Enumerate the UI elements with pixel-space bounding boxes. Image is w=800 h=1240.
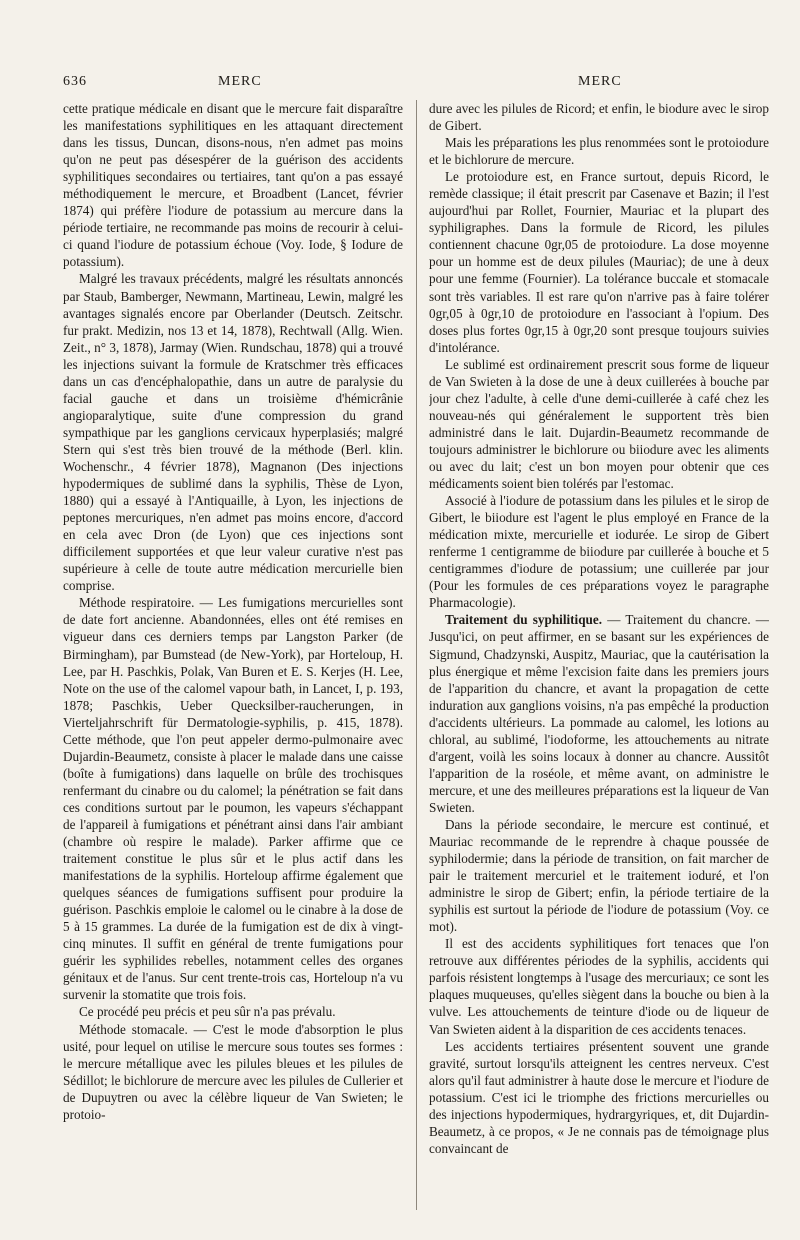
right-column <box>429 100 769 1220</box>
paragraph: Il est des accidents syphilitiques fort tenaces que l'on retrouve aux différentes périodes de la syphilis, accidents qui parfois résistent longtemps à l'usage des mercuriaux; ce sont les plaques muqueuses, qu'elles siègent dans la bouche ou bien à la vulve. Les attouchements de teinture d'iode ou de liqueur de Van Swieten aident à la disparition de ces accidents tenaces. <box>429 936 769 1037</box>
header-left-title: MERC <box>218 74 262 89</box>
paragraph: dure avec les pilules de Ricord; et enfin, le biodure avec le sirop de Gibert. <box>429 101 769 134</box>
left-column <box>63 100 403 1220</box>
paragraph: Malgré les travaux précédents, malgré les résultats annoncés par Staub, Bamberger, Newmann, Martineau, Lewin, malgré les avantages signalés encore par Oberlander (Deutsch. Zeitschr. fur prakt. Medizin, nos 13 et 14, 1878), Rechtwall (Allg. Wien. Zeit., n° 3, 1878), Jarmay (Wien. Rundschau, 1878) qui a trouvé les injections suivant la formule de Kratschmer très efficaces dans un cas d'encéphalopathie, dans un autre de paralysie du facial gauche et dans un troisième d'hémicrânie angioparalytique, suite d'une compression du grand sympathique par les ganglions cervicaux hyperplasiés; malgré Stern qui s'est très bien trouvé de la méthode (Berl. klin. Wochenschr., 4 février 1878), Magnanon (Des injections hypodermiques de sublimé dans la syphilis, Thèse de Lyon, 1880) qui a essayé à l'Antiquaille, à Lyon, les injections de peptones mercuriques, n'en admet pas moins encore, d'accord en cela avec Dron (de Lyon) que ces injections sont difficilement supportées et que leur valeur curative n'est pas supérieure à celle de toute autre médication mercurielle bien comprise. <box>63 271 403 594</box>
paragraph: Le sublimé est ordinairement prescrit sous forme de liqueur de Van Swieten à la dose de une à deux cuillerées à bouche par jour chez l'adulte, à celle d'une demi-cuillerée à café chez les nouveau-nés qui généralement le supportent très bien administré dans le lait. Dujardin-Beaumetz recommande de toujours administrer le bichlorure ou biiodure avec les aliments ou avec du lait; c'est un bon moyen pour obtenir que ces médicaments soient bien tolérés par l'estomac. <box>429 356 769 492</box>
paragraph: cette pratique médicale en disant que le mercure fait disparaître les manifestations syphilitiques en les attaquant directement dans les tissus, Duncan, disons-nous, n'en admet pas moins qu'on ne peut pas désespérer de la guérison des accidents syphilitiques secondaires ou tertiaires, tant qu'on a pas essayé méthodiquement le mercure, et Broadbent (Lancet, février 1874) qui préfère l'iodure de potassium au mercure dans la période tertiaire, ne recommande pas moins de recourir à celui-ci quand l'iodure de potassium échoue (Voy. Iode, § Iodure de potassium). <box>63 101 403 270</box>
paragraph: Dans la période secondaire, le mercure est continué, et Mauriac recommande de le reprendre à chaque poussée de syphilodermie; dans la période de transition, on fait marcher de pair le traitement mercuriel et le traitement ioduré, et l'on administre le sirop de Gibert; enfin, la période tertiaire de la syphilis est surtout la période de l'iodure de potassium (Voy. ce mot). <box>429 816 769 935</box>
running-header <box>0 74 800 98</box>
paragraph: Le protoiodure est, en France surtout, depuis Ricord, le remède classique; il était prescrit par Casenave et Bazin; il l'est aujourd'hui par Rollet, Fournier, Mauriac et la plupart des syphiligraphes. Dans la formule de Ricord, les pilules contiennent chacune 0gr,05 de protoiodure. La dose moyenne pour un homme est de deux pilules (Mauriac); de une à deux pour une femme (Fournier). La tolérance buccale et stomacale sont très variables. Il est rare qu'on n'arrive pas à faire tolérer 0gr,05 à 0gr,10 de protoiodure en l'associant à l'opium. Des doses plus fortes 0gr,15 à 0gr,20 sont presque toujours suivies d'intolérance. <box>429 169 769 355</box>
text-columns <box>63 100 777 1220</box>
paragraph: Ce procédé peu précis et peu sûr n'a pas prévalu. <box>79 1004 336 1020</box>
paragraph: Les accidents tertiaires présentent souvent une grande gravité, surtout lorsqu'ils atteignent les centres nerveux. C'est alors qu'il faut administrer à haute dose le mercure et l'iodure de potassium. C'est ici le triomphe des frictions mercurielles ou des injections hypodermiques, hydrargyriques, et, dit Dujardin-Beaumetz, à ce propos, « Je ne connais pas de témoignage plus convaincant de <box>429 1038 769 1156</box>
paragraph: Méthode respiratoire. — Les fumigations mercurielles sont de date fort ancienne. Abandonnées, elles ont été remises en vigueur dans ces derniers temps par Langston Parker (de Birmingham), par Bumstead (de New-York), par Horteloup, H. Lee, par H. Paschkis, Polak, Van Buren et E. S. Kerjes (H. Lee, Note on the use of the calomel vapour bath, in Lancet, I, p. 193, 1878; Paschkis, Ueber Quecksilber-raucherungen, in Vierteljahrschrift für Dermatologie-syphilis, p. 415, 1878). Cette méthode, que l'on peut appeler dermo-pulmonaire avec Dujardin-Beaumetz, consiste à placer le malade dans une caisse (boîte à fumigations) dans laquelle on brûle des trochisques renfermant du cinabre ou du calomel; la pénétration se fait dans ces conditions surtout par le poumon, les vapeurs s'échappant de l'appareil à fumigations et pénétrant ainsi dans l'air ambiant (chambre où respire le malade). Parker affirme que ce traitement constitue le plus sûr et le plus actif dans les manifestations de la syphilis. Horteloup affirme également que quelques séances de fumigations suffisent pour produire la guérison. Paschkis emploie le calomel ou le cinabre à la dose de 5 à 15 grammes. La durée de la fumigation est de dix à vingt-cinq minutes. Il suffit en général de trente fumigations pour guérir les syphilides rebelles, notamment celles des organes génitaux et de l'anus. Sur cent trente-trois cas, Horteloup n'a vu survenir la stomatite que trois fois. <box>63 595 403 1003</box>
paragraph <box>429 611 769 816</box>
paragraph: Associé à l'iodure de potassium dans les pilules et le sirop de Gibert, le biiodure est l'agent le plus employé en France de la médication mixte, mercurielle et iodurée. Le sirop de Gibert renferme 1 centigramme de biiodure par cuillerée à bouche et 5 centigrammes d'iodure de potassium; une cuillerée par jour (Pour les formules de ces préparations voyez le paragraphe Pharmacologie). <box>429 493 769 611</box>
paragraph: Méthode stomacale. — C'est le mode d'absorption le plus usité, pour lequel on utilise le mercure sous toutes ses formes : le mercure métallique avec les pilules bleues et les pilules de Sédillot; le bichlorure de mercure avec les pilules de Cullerier et de Dupuytren ou avec la célèbre liqueur de Van Swieten; le protoio- <box>63 1021 403 1122</box>
page-number: 636 <box>63 74 87 89</box>
section-heading: Traitement du syphilitique. <box>445 612 603 628</box>
header-right-title: MERC <box>578 74 622 89</box>
paragraph-text: — Traitement du chancre. — Jusqu'ici, on peut affirmer, en se basant sur les expériences de Sigmund, Chadzynski, Auspitz, Mauriac, que la cautérisation la plus énergique et même l'excision faite dans les premiers jours de l'apparition du chancre, et avant la propagation de cette induration aux ganglions voisins, n'a pas empêché la production d'accidents ultérieurs. La pommade au calomel, les lotions au chloral, au sublimé, l'iodoforme, les attouchements au nitrate d'argent, voilà les soins locaux à donner au chancre. Aussitôt l'apparition de la roséole, et même avant, on administre le mercure, et une des meilleures préparations est la liqueur de Van Swieten. <box>429 612 769 815</box>
paragraph: Mais les préparations les plus renommées sont le protoiodure et le bichlorure de mercure. <box>429 135 769 168</box>
